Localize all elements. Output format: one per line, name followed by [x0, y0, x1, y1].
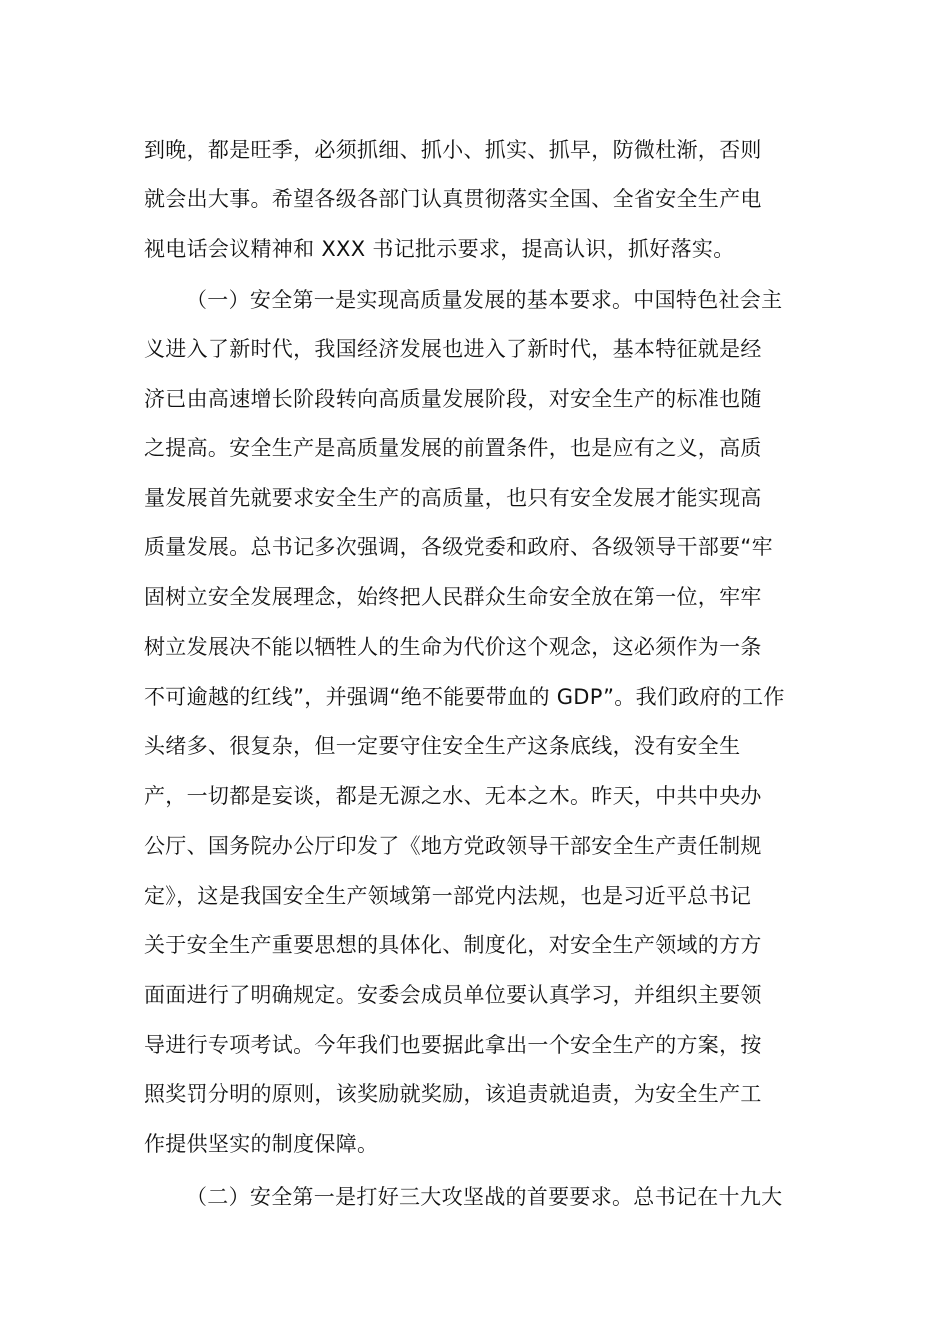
text-line: 树立发展决不能以牺牲人的生命为代价这个观念，这必须作为一条 [144, 635, 762, 659]
text-line: 就会出大事。希望各级各部门认真贯彻落实全国、全省安全生产电 [144, 187, 762, 211]
text-line: 面面进行了明确规定。安委会成员单位要认真学习，并组织主要领 [144, 983, 762, 1007]
text-line: 不可逾越的红线”，并强调“绝不能要带血的 GDP”。我们政府的工作 [144, 685, 785, 709]
text-line: 量发展首先就要求安全生产的高质量，也只有安全发展才能实现高 [144, 486, 762, 510]
text-line: 公厅、国务院办公厅印发了《地方党政领导干部安全生产责任制规 [144, 834, 762, 858]
text-line: 定》，这是我国安全生产领域第一部党内法规，也是习近平总书记 [144, 884, 752, 908]
text-line: 质量发展。总书记多次强调，各级党委和政府、各级领导干部要“牢 [144, 535, 773, 559]
text-line: 关于安全生产重要思想的具体化、制度化，对安全生产领域的方方 [144, 933, 762, 957]
text-line: 济已由高速增长阶段转向高质量发展阶段，对安全生产的标准也随 [144, 387, 762, 411]
text-line: 头绪多、很复杂，但一定要守住安全生产这条底线，没有安全生 [144, 734, 741, 758]
paragraph-start-line: （二）安全第一是打好三大攻坚战的首要要求。总书记在十九大 [186, 1185, 783, 1209]
text-line: 固树立安全发展理念，始终把人民群众生命安全放在第一位，牢牢 [144, 585, 762, 609]
text-line: 视电话会议精神和 XXX 书记批示要求，提高认识，抓好落实。 [144, 237, 735, 261]
text-line: 导进行专项考试。今年我们也要据此拿出一个安全生产的方案，按 [144, 1033, 762, 1057]
paragraph-start-line: （一）安全第一是实现高质量发展的基本要求。中国特色社会主 [186, 288, 783, 312]
text-line: 作提供坚实的制度保障。 [144, 1132, 379, 1156]
text-line: 到晚，都是旺季，必须抓细、抓小、抓实、抓早，防微杜渐，否则 [144, 138, 762, 162]
text-line: 产，一切都是妄谈，都是无源之水、无本之木。昨天，中共中央办 [144, 784, 762, 808]
text-line: 之提高。安全生产是高质量发展的前置条件，也是应有之义，高质 [144, 436, 762, 460]
text-line: 义进入了新时代，我国经济发展也进入了新时代，基本特征就是经 [144, 337, 762, 361]
text-line: 照奖罚分明的原则，该奖励就奖励，该追责就追责，为安全生产工 [144, 1082, 762, 1106]
